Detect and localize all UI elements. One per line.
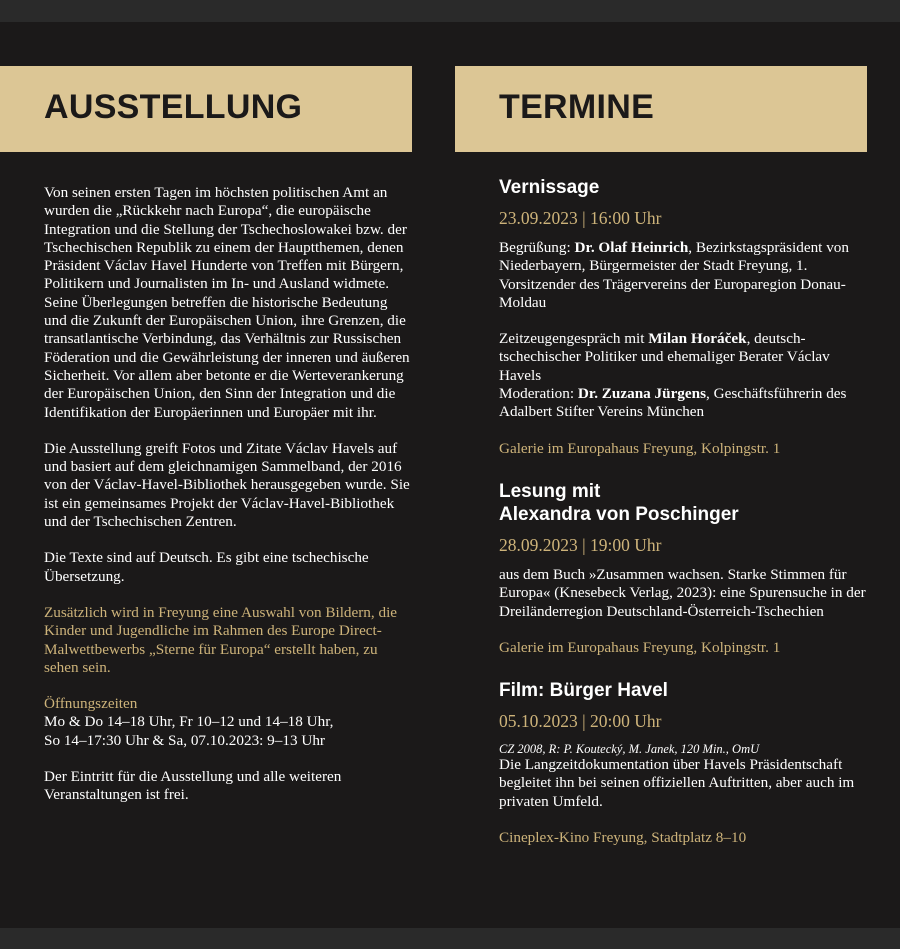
event-reading	[499, 480, 869, 657]
greeting-label: Begrüßung:	[499, 239, 575, 256]
opening-hours-line-1: Mo & Do 14–18 Uhr, Fr 10–12 und 14–18 Uhr,	[44, 713, 334, 731]
greeting-speaker: Dr. Olaf Heinrich	[574, 239, 689, 256]
event-venue: Galerie im Europahaus Freyung, Kolpingstr. 1	[499, 439, 781, 457]
event-date: 28.09.2023 | 19:00 Uhr	[499, 534, 662, 555]
moderator-details: , Geschäftsführerin des Adalbert Stifter Vereins München	[499, 385, 847, 421]
event-talk	[499, 330, 869, 421]
talk-label: Zeitzeugengespräch mit	[499, 330, 649, 348]
moderator-name: Dr. Zuzana Jürgens	[577, 385, 707, 403]
exhibition-text	[44, 184, 412, 823]
event-title: Film: Bürger Havel	[499, 680, 668, 702]
event-date: 23.09.2023 | 16:00 Uhr	[499, 208, 662, 228]
film-meta: CZ 2008, R: P. Koutecký, M. Janek, 120 Min., OmU	[499, 742, 760, 757]
talk-guest: Milan Horáček	[648, 330, 747, 348]
exhibition-paragraph-4: Zusätzlich wird in Freyung eine Auswahl von Bildern, die Kinder und Jugendliche im Rahmen des Europe Direct-Malwettbewerbs „Sterne für Europa“ erstellt haben, zu sehen sein.	[44, 603, 398, 676]
exhibition-paragraph-2: Die Ausstellung greift Fotos und Zitate Václav Havels auf und basiert auf dem gleichnamigen Sammelband, der 2016 von der Václav-Havel-Bibliothek herausgegeben wurde. Sie ist ein gemeinsames Projekt der Václav-Havel-Bibliothek und der Tschechischen Zentren.	[44, 439, 410, 531]
event-description: Die Langzeitdokumentation über Havels Präsidentschaft begleitet ihn bei seinen offiziellen Auftritten, aber auch im privaten Umfeld.	[499, 756, 855, 810]
exhibition-header-band	[0, 66, 412, 152]
opening-hours	[44, 695, 412, 750]
exhibition-paragraph-3: Die Texte sind auf Deutsch. Es gibt eine tschechische Übersetzung.	[44, 549, 369, 585]
event-title-line-1: Lesung mit	[499, 480, 601, 502]
events-heading: TERMINE	[499, 88, 655, 126]
exhibition-paragraph-1: Von seinen ersten Tagen im höchsten politischen Amt an wurden die „Rückkehr nach Europa“, die europäische Integration und die Stellung der Tschechoslowakei bzw. der Tschechischen Republik zu einem der Hauptthemen, denen Präsident Václav Havel Hunderte von Treffen mit Bürgern, Politikern und Journalisten im In- und Ausland widmete. Seine Überlegungen betreffen die historische Bedeutung und die Zukunft der Europäischen Union, ihre Grenzen, die transatlantische Verbindung, das Verhältnis zur Russischen Föderation und die Gewährleistung der inneren und äußeren Sicherheit. Vor allem aber betonte er die Werteverankerung der Europäischen Union, den Sinn der Integration und die Identifikation der Europäerinnen und Europäer mit ihr.	[44, 184, 410, 421]
event-title: Vernissage	[499, 177, 600, 198]
events-list	[499, 176, 869, 869]
event-film	[499, 679, 869, 847]
event-date: 05.10.2023 | 20:00 Uhr	[499, 711, 662, 732]
exhibition-heading: AUSSTELLUNG	[44, 88, 303, 126]
event-title	[499, 480, 869, 526]
moderation-label: Moderation:	[499, 385, 578, 403]
event-venue: Cineplex-Kino Freyung, Stadtplatz 8–10	[499, 829, 747, 847]
admission-note: Der Eintritt für die Ausstellung und alle weiteren Veranstaltungen ist frei.	[44, 768, 342, 804]
event-vernissage	[499, 176, 869, 458]
event-venue: Galerie im Europahaus Freyung, Kolpingstr. 1	[499, 638, 781, 656]
opening-hours-label: Öffnungszeiten	[44, 695, 138, 713]
flyer-page	[0, 22, 900, 928]
event-title-line-2: Alexandra von Poschinger	[499, 503, 739, 525]
events-header-band	[455, 66, 867, 152]
event-greeting	[499, 239, 869, 312]
opening-hours-line-2: So 14–17:30 Uhr & Sa, 07.10.2023: 9–13 Uhr	[44, 731, 325, 749]
event-description: aus dem Buch »Zusammen wachsen. Starke Stimmen für Europa« (Knesebeck Verlag, 2023): eine Spurensuche in der Dreiländerregion Deutschland-Österreich-Tschechien	[499, 565, 866, 620]
greeting-details: , Bezirkstagspräsident von Niederbayern, Bürgermeister der Stadt Freyung, 1. Vorsitzender des Trägervereins der Europaregion Donau-Moldau	[499, 239, 849, 311]
talk-details: , deutsch-tschechischer Politiker und ehemaliger Berater Václav Havels	[499, 330, 830, 384]
